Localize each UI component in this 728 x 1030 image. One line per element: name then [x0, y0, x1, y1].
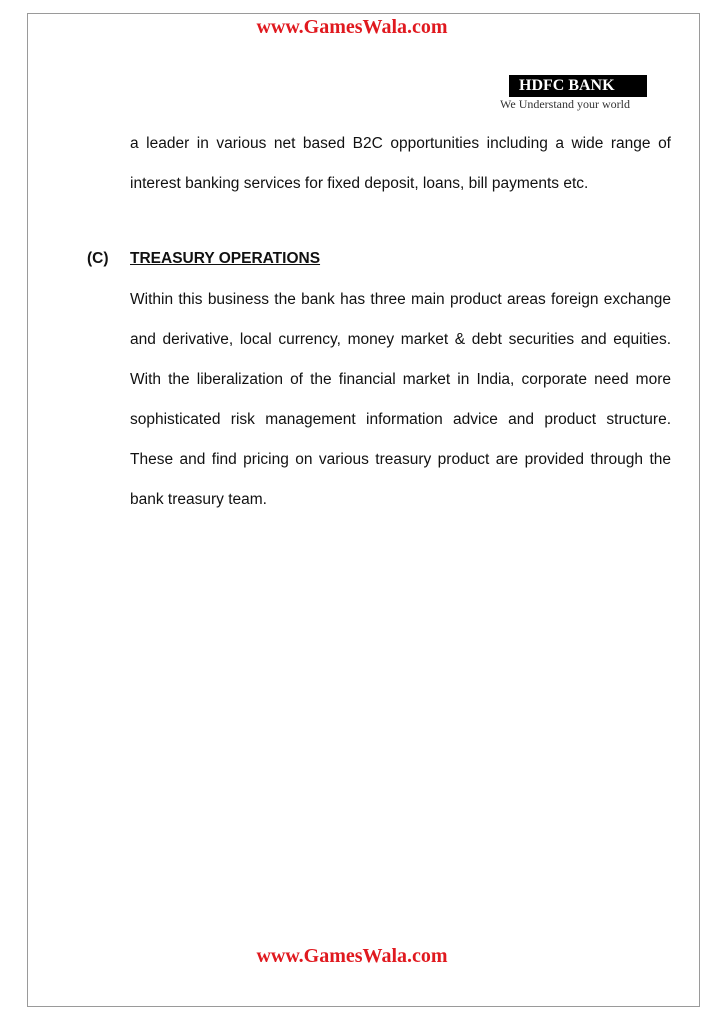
section-label: (C): [87, 250, 109, 267]
section-text-block: [130, 280, 671, 520]
section-paragraph: Within this business the bank has three main product areas foreign exchange and derivative, local currency, money market & debt securities and equities. With the liberalization of the financial market in India, corporate need more sophisticated risk management information advice and product structure. These and find pricing on various treasury product are provided through the bank treasury team.: [130, 291, 671, 508]
intro-text-block: [130, 124, 671, 204]
intro-paragraph: a leader in various net based B2C opportunities including a wide range of interest banking services for fixed deposit, loans, bill payments etc.: [130, 135, 671, 192]
header-site-url: www.GamesWala.com: [256, 16, 448, 38]
brand-tagline: We Understand your world: [500, 97, 631, 111]
brand-name: HDFC BANK: [519, 77, 615, 94]
section-title: TREASURY OPERATIONS: [130, 250, 321, 267]
footer-site-url: www.GamesWala.com: [256, 945, 448, 967]
brand-logo-box: [509, 75, 647, 97]
